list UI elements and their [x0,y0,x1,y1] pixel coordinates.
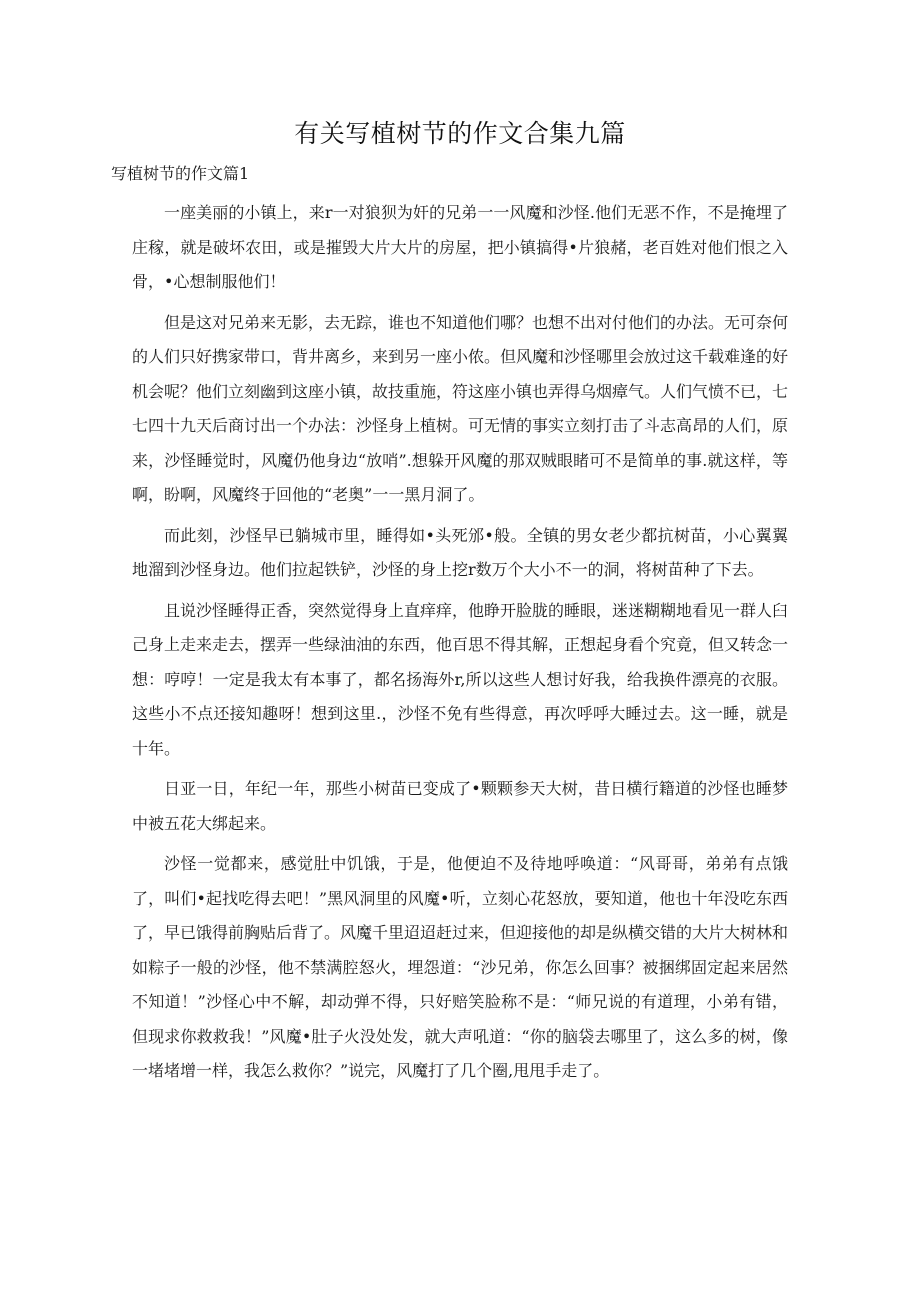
paragraph-3: 而此刻，沙怪早已躺城市里，睡得如•头死邠•般。全镇的男女老少都抗树苗，小心翼翼地溜到沙怪身边。他们拉起铁铲，沙怪的身上挖r数万个大小不一的洞，将树苗种了下去。 [132,525,788,579]
paragraph-1: 一座美丽的小镇上，来r一对狼狈为奸的兄弟一一风魔和沙怪.他们无恶不作，不是掩埋了庄稼，就是破坏农田，或是摧毁大片大片的房屋，把小镇搞得•片狼赭，老百姓对他们恨之入骨，•心想制服他们！ [132,203,788,291]
essay-body [132,196,788,1095]
paragraph-4: 且说沙怪睡得正香，突然觉得身上直痒痒，他睁开脸胧的睡眼，迷迷糊糊地看见一群人臼己身上走来走去，摆弄一些绿油油的东西，他百思不得其解，正想起身看个究竟，但又转念一想：哼哼！一定是我太有本事了，都名扬海外r,所以这些人想讨好我，给我换件漂亮的衣服。这些小不点还接知趣呀！想到这里.，沙怪不免有些得意，再次呼呼大睡过去。这一睡，就是十年。 [132,600,789,758]
paragraph-6: 沙怪一觉都来，感觉肚中饥饿，于是，他便迫不及待地呼唤道：“风哥哥，弟弟有点饿了，叫们•起找吃得去吧！”黑风洞里的风魔•听，立刻心花怒放，要知道，他也十年没吃东西了，早已饿得前胸贴后背了。风魔千里迢迢赶过来，但迎接他的却是纵横交错的大片大树林和如粽子一般的沙怪，他不禁满腔怒火，埋怨道：“沙兄弟，你怎么回事？被捆绑固定起来居然不知道！”沙怪心中不解，却动弹不得，只好赔笑脸称不是：“师兄说的有道理，小弟有错，但现求你救救我！”风魔•肚子火没处发，就大声吼道：“你的脑袋去哪里了，这么多的树，像一堵堵增一样，我怎么救你？”说完，风魔打了几个圈,甩甩手走了。 [132,854,789,1080]
paragraph-2: 但是这对兄弟来无影，去无踪，谁也不知道他们哪？也想不出对付他们的办法。无可奈何的人们只好携家带口，背井离乡，来到另一座小侬。但风魔和沙怪哪里会放过这千载难逢的好机会呢？他们立刻幽到这座小镇，故技重施，符这座小镇也弄得乌烟瘴气。人们气愤不已，七七四十九天后商讨出一个办法：沙怪身上植树。可无情的事实立刻打击了斗志高昂的人们，原来，沙怪睡觉时，风魔仍他身边“放哨”.想躲开风魔的那双贼眼睹可不是简单的事.就这样，等啊，盼啊，风魔终于回他的“老奥”一一黑月洞了。 [132,312,789,504]
paragraph-5: 日亚一日，年纪一年，那些小树苗已变成了•颗颗参天大树，昔日横行籍道的沙怪也睡梦中被五花大绑起来。 [132,779,788,833]
document-title: 有关写植树节的作文合集九篇 [294,119,626,148]
section-heading: 写植树节的作文篇1 [111,164,250,183]
